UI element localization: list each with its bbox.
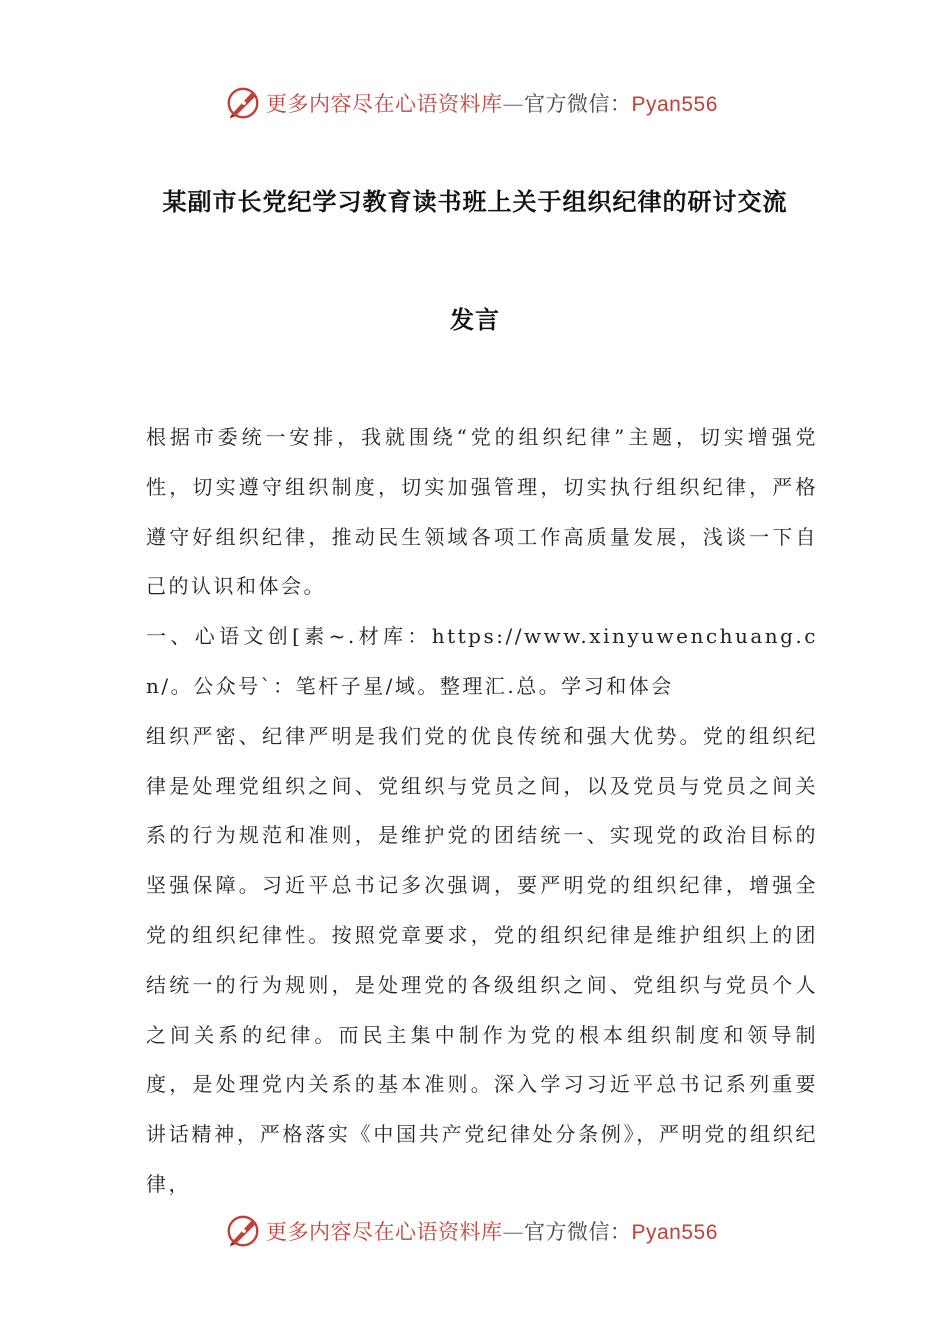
pen-logo-icon <box>224 1212 262 1250</box>
watermark-official-label: 官方微信： <box>524 92 632 116</box>
body-paragraph-organization: 组织严密、纪律严明是我们党的优良传统和强大优势。党的组织纪律是处理党组织之间、党组织与党员之间，以及党员与党员之间关系的行为规范和准则，是维护党的团结统一、实现党的政治目标的坚强保障。习近平总书记多次强调，要严明党的组织纪律，增强全党的组织纪律性。按照党章要求，党的组织纪律是维护组织上的团结统一的行为规则，是处理党的各级组织之间、党组织与党员个人之间关系的纪律。而民主集中制作为党的根本组织制度和领导制度，是处理党内关系的基本准则。深入学习习近平总书记系列重要讲话精神，严格落实《中国共产党纪律处分条例》，严明党的组织纪律， <box>146 723 818 1196</box>
watermark-wechat-id: Pyan556 <box>631 1221 718 1244</box>
watermark-separator: — <box>502 92 524 116</box>
watermark-wechat-id: Pyan556 <box>631 93 718 116</box>
document-body <box>146 413 818 1210</box>
footer-watermark <box>224 1211 718 1251</box>
document-title-line-2: 发言 <box>450 306 500 334</box>
section-heading-1: 一、心语文创[素~.材库：https://www.xinyuwenchuang.cn/。公众号`：笔杆子星/域。整理汇.总。学习和体会 <box>146 624 818 698</box>
watermark-official-label: 官方微信： <box>524 1220 632 1244</box>
document-title-line-1: 某副市长党纪学习教育读书班上关于组织纪律的研讨交流 <box>162 188 788 216</box>
watermark-separator: — <box>502 1220 524 1244</box>
watermark-site-name: 更多内容尽在心语资料库 <box>266 1220 503 1244</box>
body-paragraph-intro: 根据市委统一安排，我就围绕“党的组织纪律”主题，切实增强党性，切实遵守组织制度，切实加强管理，切实执行组织纪律，严格遵守好组织纪律，推动民生领域各项工作高质量发展，浅谈一下自己的认识和体会。 <box>146 425 818 599</box>
header-watermark <box>224 83 718 123</box>
pen-logo-icon <box>224 84 262 122</box>
watermark-site-name: 更多内容尽在心语资料库 <box>266 92 503 116</box>
